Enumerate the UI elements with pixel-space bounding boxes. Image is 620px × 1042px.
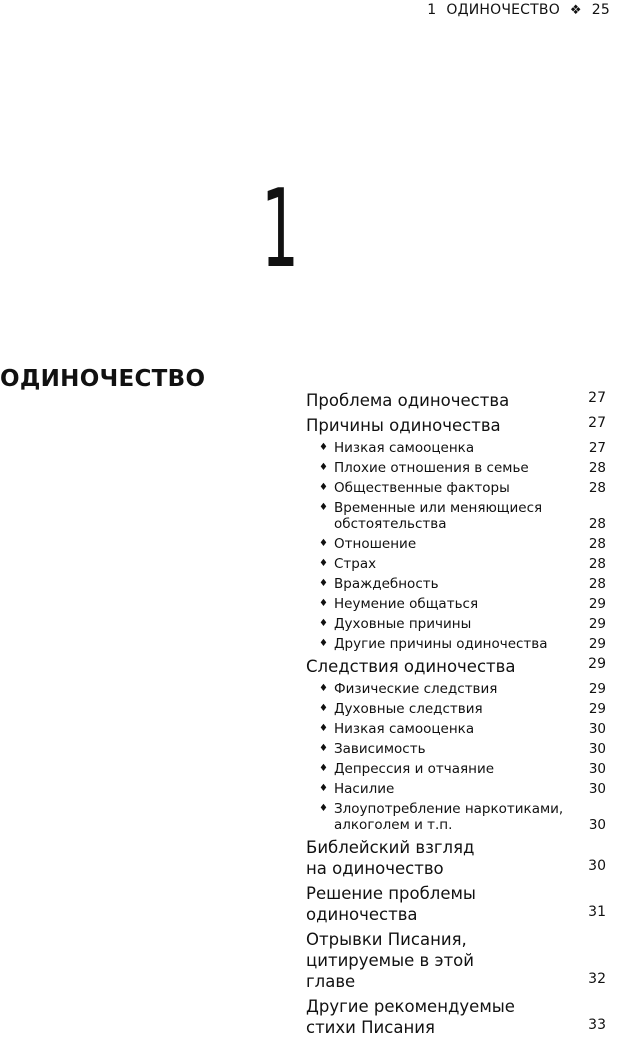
toc-sub-entry: [306, 701, 606, 717]
toc-entry-page: 28: [588, 556, 606, 572]
toc-main-entry: [306, 415, 606, 436]
toc-entry-title: Депрессия и отчаяние: [334, 761, 495, 777]
toc-entry-title: Низкая самооценка: [334, 440, 475, 456]
toc-sub-entry: [306, 576, 606, 592]
toc-sub-entry: [306, 460, 606, 476]
toc-entry-page: 27: [588, 390, 606, 406]
toc-sub-entry: [306, 500, 606, 532]
bullet-diamond-icon: ♦: [319, 538, 328, 549]
toc-sub-entry: [306, 801, 606, 833]
toc-entry-page: 30: [588, 741, 606, 757]
toc-entry-page: 29: [588, 596, 606, 612]
table-of-contents: [306, 390, 606, 1042]
bullet-diamond-icon: ♦: [319, 598, 328, 609]
header-chapter-title: ОДИНОЧЕСТВО: [446, 2, 560, 18]
toc-entry-page: 29: [588, 636, 606, 652]
toc-sub-entry: [306, 721, 606, 737]
toc-entry-page: 30: [588, 781, 606, 797]
toc-entry-title: Другие рекомендуемые стихи Писания: [306, 997, 515, 1037]
bullet-diamond-icon: ♦: [319, 502, 328, 513]
toc-entry-title: Временные или меняющиеся обстоятельства: [334, 500, 543, 532]
bullet-diamond-icon: ♦: [319, 618, 328, 629]
bullet-diamond-icon: ♦: [319, 558, 328, 569]
bullet-diamond-icon: ♦: [319, 442, 328, 453]
toc-entry-page: 30: [588, 817, 606, 833]
toc-main-entry: [306, 996, 606, 1038]
toc-entry-title: Физические следствия: [334, 681, 498, 697]
toc-main-entry: [306, 883, 606, 925]
toc-entry-page: 29: [588, 616, 606, 632]
toc-entry-page: 30: [588, 721, 606, 737]
toc-entry-page: 28: [588, 536, 606, 552]
header-chapter-number: 1: [427, 2, 437, 18]
toc-entry-title: Общественные факторы: [334, 480, 510, 496]
toc-entry-title: Насилие: [334, 781, 395, 797]
bullet-diamond-icon: ♦: [319, 803, 328, 814]
bullet-diamond-icon: ♦: [319, 763, 328, 774]
bullet-diamond-icon: ♦: [319, 723, 328, 734]
bullet-diamond-icon: ♦: [319, 783, 328, 794]
toc-entry-title: Низкая самооценка: [334, 721, 475, 737]
toc-entry-title: Библейский взгляд на одиночество: [306, 838, 475, 878]
toc-sub-entry: [306, 616, 606, 632]
toc-entry-page: 32: [588, 971, 606, 987]
toc-entry-page: 28: [588, 480, 606, 496]
toc-entry-title: Зависимость: [334, 741, 426, 757]
bullet-diamond-icon: ♦: [319, 578, 328, 589]
ornament-icon: ❖: [569, 3, 582, 18]
bullet-diamond-icon: ♦: [319, 683, 328, 694]
running-header: [427, 2, 610, 18]
toc-sub-entry: [306, 681, 606, 697]
toc-entry-title: Страх: [334, 556, 377, 572]
toc-entry-page: 30: [588, 761, 606, 777]
toc-entry-page: 31: [588, 904, 606, 920]
header-page-number: 25: [591, 2, 610, 18]
toc-entry-title: Проблема одиночества: [306, 391, 510, 410]
toc-entry-page: 29: [588, 701, 606, 717]
toc-entry-title: Решение проблемы одиночества: [306, 884, 476, 924]
toc-entry-page: 29: [588, 681, 606, 697]
toc-entry-title: Духовные причины: [334, 616, 472, 632]
toc-entry-title: Отношение: [334, 536, 417, 552]
toc-sub-entry: [306, 741, 606, 757]
toc-sub-entry: [306, 636, 606, 652]
toc-entry-title: Причины одиночества: [306, 416, 501, 435]
chapter-number: 1: [261, 167, 299, 292]
toc-main-entry: [306, 390, 606, 411]
toc-entry-title: Плохие отношения в семье: [334, 460, 529, 476]
toc-entry-page: 28: [588, 460, 606, 476]
toc-entry-title: Неумение общаться: [334, 596, 479, 612]
toc-entry-page: 30: [588, 858, 606, 874]
toc-entry-title: Отрывки Писания, цитируемые в этой главе: [306, 930, 475, 991]
toc-sub-entry: [306, 761, 606, 777]
bullet-diamond-icon: ♦: [319, 638, 328, 649]
toc-entry-title: Следствия одиночества: [306, 657, 516, 676]
bullet-diamond-icon: ♦: [319, 462, 328, 473]
toc-entry-page: 27: [588, 440, 606, 456]
chapter-title: ОДИНОЧЕСТВО: [0, 366, 206, 392]
bullet-diamond-icon: ♦: [319, 703, 328, 714]
toc-sub-entry: [306, 536, 606, 552]
toc-main-entry: [306, 929, 606, 992]
toc-entry-title: Враждебность: [334, 576, 439, 592]
toc-entry-title: Злоупотребление наркотиками, алкоголем и т.п.: [334, 801, 564, 833]
toc-sub-entry: [306, 781, 606, 797]
toc-entry-page: 33: [588, 1017, 606, 1033]
toc-main-entry: [306, 656, 606, 677]
toc-sub-entry: [306, 596, 606, 612]
toc-entry-page: 27: [588, 415, 606, 431]
toc-entry-title: Другие причины одиночества: [334, 636, 548, 652]
toc-entry-page: 28: [588, 516, 606, 532]
toc-sub-entry: [306, 556, 606, 572]
toc-entry-title: Духовные следствия: [334, 701, 483, 717]
toc-main-entry: [306, 837, 606, 879]
bullet-diamond-icon: ♦: [319, 482, 328, 493]
toc-sub-entry: [306, 480, 606, 496]
toc-entry-page: 29: [588, 656, 606, 672]
toc-sub-entry: [306, 440, 606, 456]
toc-entry-page: 28: [588, 576, 606, 592]
bullet-diamond-icon: ♦: [319, 743, 328, 754]
